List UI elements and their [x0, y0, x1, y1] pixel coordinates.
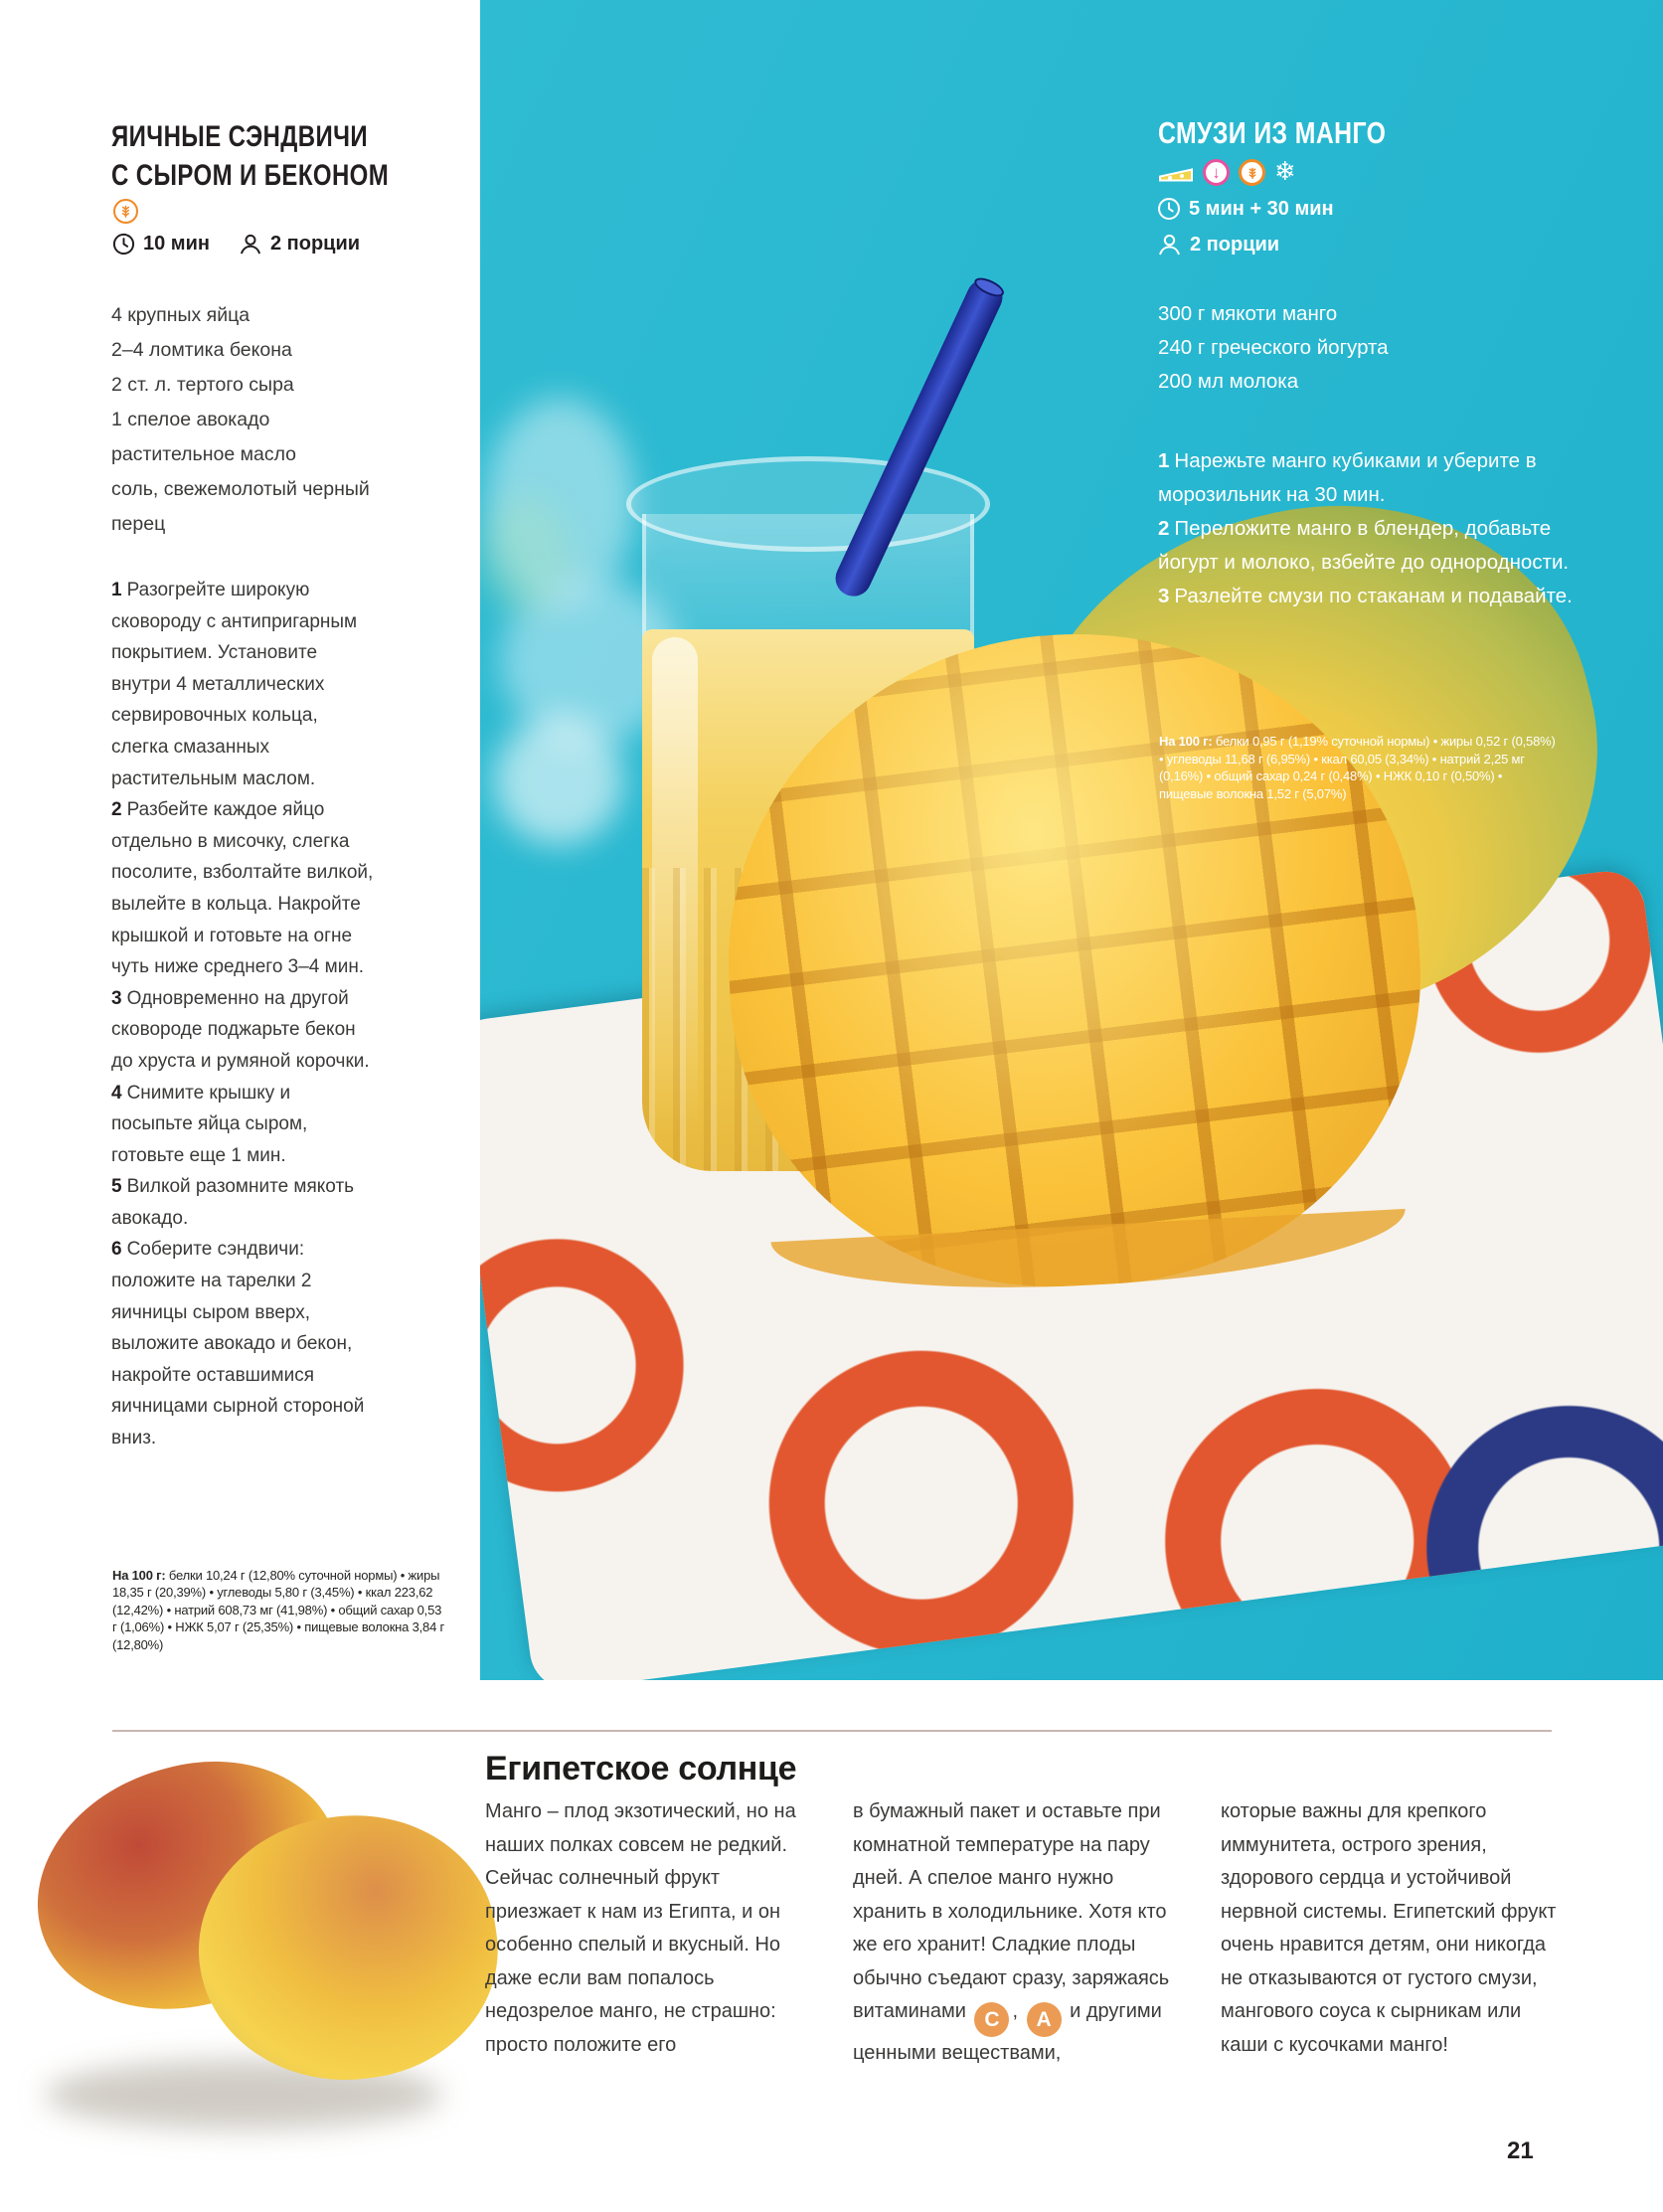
nutrition-segment: белки 0,95 г (1,19% суточной нормы) — [1215, 734, 1430, 749]
defrost-icon: ↓ — [1203, 159, 1230, 186]
recipe-left-badges — [113, 199, 138, 224]
step-text: Нарежьте манго кубиками и уберите в морозильник на 30 мин. — [1158, 449, 1537, 506]
cheese-icon — [1158, 159, 1194, 186]
nutrition-segment: • жиры 0,52 г (0,58%) — [1429, 734, 1555, 749]
ingredient-line: 240 г греческого йогурта — [1158, 336, 1389, 359]
step-text: Разогрейте широкую сковороду с антипригарным покрытием. Установите внутри 4 металлических сервировочных кольца, слегка смазанных растительным маслом. — [111, 580, 358, 789]
nutrition-segment: • жиры 18,35 г (20,39%) — [112, 1568, 439, 1600]
recipe-left-ingredients — [111, 298, 380, 542]
ingredient-line: 2 ст. л. тертого сыра — [111, 374, 294, 396]
step-number: 1 — [111, 580, 122, 600]
tray-ring-decor-blue — [1402, 1381, 1663, 1680]
recipe-step — [111, 1171, 374, 1234]
nutrition-segment: • углеводы 11,68 г (6,95%) — [1159, 752, 1310, 766]
freezer-icon: ❄ — [1274, 157, 1296, 187]
article-column-1: Манго – плод экзотический, но на наших полках совсем не редкий. Сейчас солнечный фрукт приезжает к нам из Египта, и он особенно спелый и вкусный. Но даже если вам попалось недозрелое манго, не страшно: просто положите его — [485, 1800, 796, 2056]
recipe-step — [111, 983, 374, 1078]
step-text: Разлейте смузи по стаканам и подавайте. — [1174, 585, 1573, 607]
recipe-step — [111, 1234, 374, 1453]
step-text: Соберите сэндвичи: положите на тарелки 2 яичницы сыром вверх, выложите авокадо и бекон, накройте оставшимися яичницами сырной стороной вниз. — [111, 1239, 365, 1449]
person-icon — [238, 232, 263, 256]
step-number: 3 — [111, 987, 122, 1009]
recipe-step — [1158, 512, 1587, 580]
step-number: 1 — [1158, 449, 1170, 472]
nutrition-segment: белки 10,24 г (12,80% суточной нормы) — [168, 1568, 398, 1583]
nutrition-segment: • углеводы 5,80 г (3,45%) — [206, 1585, 354, 1600]
step-text: Одновременно на другой сковороде поджарьте бекон до хруста и румяной корочки. — [111, 987, 370, 1072]
blurred-background-object — [480, 497, 570, 616]
recipe-left-servings: 2 порции — [269, 233, 361, 255]
clock-icon — [111, 232, 136, 256]
vitamin-separator: , — [1012, 2000, 1018, 2022]
ingredient-line: 4 крупных яйца — [111, 304, 250, 326]
nutrition-segment: • общий сахар 0,53 г (1,06%) — [112, 1603, 441, 1634]
smoothie-photo — [480, 0, 1663, 1680]
nutrition-segment: • пищевые волокна 3,84 г (12,80%) — [112, 1619, 444, 1651]
gluten-icon — [113, 199, 138, 224]
step-number: 6 — [111, 1239, 122, 1261]
recipe-right-time: 5 мин + 30 мин — [1189, 197, 1334, 220]
recipe-right-servings: 2 порции — [1190, 233, 1280, 255]
recipe-right-nutrition — [1159, 733, 1557, 802]
recipe-left-meta — [111, 232, 360, 256]
blurred-background-object — [494, 716, 623, 845]
ingredient-line: растительное масло — [111, 443, 297, 465]
ingredient-line: 2–4 ломтика бекона — [111, 339, 292, 361]
step-text: Снимите крышку и посыпьте яйца сыром, готовьте еще 1 мин. — [111, 1082, 308, 1166]
tray-ring-decor — [743, 1324, 1099, 1680]
step-number: 4 — [111, 1082, 122, 1104]
section-divider — [112, 1730, 1552, 1732]
step-text: Разбейте каждое яйцо отдельно в мисочку, слегка посолите, взболтайте вилкой, вылейте в кольца. Накройте крышкой и готовьте на огне чуть ниже среднего 3–4 мин. — [111, 799, 374, 978]
recipe-left-steps — [111, 575, 374, 1454]
nutrition-label: На 100 г: — [1159, 734, 1213, 749]
vitamin-c-badge: C — [974, 2002, 1009, 2037]
gluten-icon — [1239, 159, 1265, 186]
vitamin-a-badge: A — [1027, 2002, 1062, 2037]
nutrition-segment: • НЖК 0,10 г (0,50%) — [1373, 768, 1495, 783]
recipe-step — [111, 1078, 374, 1172]
tray-ring-decor — [480, 1215, 708, 1516]
nutrition-segment: • НЖК 5,07 г (25,35%) — [164, 1619, 293, 1634]
person-icon — [1156, 232, 1183, 257]
clock-icon — [1156, 196, 1182, 222]
recipe-step — [1158, 580, 1587, 613]
recipe-left-time: 10 мин — [143, 233, 210, 255]
recipe-step — [1158, 444, 1587, 512]
nutrition-segment: • общий сахар 0,24 г (0,48%) — [1203, 768, 1372, 783]
ingredient-line: 300 г мякоти манго — [1158, 302, 1338, 325]
article-title: Египетское солнце — [485, 1750, 797, 1787]
recipe-left-title — [111, 117, 458, 195]
recipe-left-nutrition — [112, 1567, 446, 1653]
ingredient-line: 200 мл молока — [1158, 370, 1299, 393]
recipe-right-servings-row — [1156, 232, 1279, 257]
article-col2-text: в бумажный пакет и оставьте при комнатной температуре на пару дней. А спелое манго нужно хранить в холодильнике. Хотя кто же его хранит! Сладкие плоды обычно съедают сразу, заряжаясь витаминами — [853, 1800, 1170, 2022]
ingredient-line: соль, свежемолотый черный перец — [111, 478, 370, 535]
page-number: 21 — [1507, 2137, 1534, 2164]
nutrition-label: На 100 г: — [112, 1568, 166, 1583]
nutrition-segment: • пищевые волокна 1,52 г (5,07%) — [1159, 768, 1502, 801]
nutrition-segment: • натрий 2,25 мг (0,16%) — [1159, 752, 1525, 784]
glass-lid — [626, 456, 990, 552]
nutrition-segment: • ккал 60,05 (3,34%) — [1310, 752, 1428, 766]
nutrition-segment: • натрий 608,73 мг (41,98%) — [163, 1603, 327, 1617]
step-number: 2 — [111, 799, 122, 821]
step-text: Переложите манго в блендер, добавьте йогурт и молоко, взбейте до однородности. — [1158, 517, 1570, 574]
article-col2-text: и другими ценными веществами, — [853, 2000, 1162, 2065]
recipe-step — [111, 794, 374, 983]
recipe-left-title-line2: С СЫРОМ И БЕКОНОМ — [111, 159, 390, 192]
recipe-left-title-line1: ЯИЧНЫЕ СЭНДВИЧИ — [111, 120, 369, 153]
article-column-3: которые важны для крепкого иммунитета, острого зрения, здорового сердца и устойчивой нервной системы. Египетский фрукт очень нравится детям, они никогда не отказываются от густого смузи, мангового соуса к сырникам или каши с кусочками манго! — [1221, 1800, 1557, 2056]
recipe-right-steps — [1158, 444, 1587, 613]
recipe-step — [111, 575, 374, 794]
step-text: Вилкой разомните мякоть авокадо. — [111, 1176, 355, 1229]
step-number: 5 — [111, 1176, 122, 1198]
recipe-right-badges — [1158, 159, 1296, 186]
recipe-right-time-row — [1156, 196, 1334, 222]
step-number: 3 — [1158, 585, 1170, 607]
ingredient-line: 1 спелое авокадо — [111, 409, 270, 430]
article-column-2 — [853, 1795, 1173, 2071]
recipe-right-ingredients — [1158, 297, 1585, 399]
nutrition-segments — [1159, 734, 1556, 801]
nutrition-segment: • ккал 223,62 (12,42%) — [112, 1585, 432, 1616]
recipe-right-title: СМУЗИ ИЗ МАНГО — [1158, 115, 1387, 150]
mango-still-life-photo — [5, 1762, 492, 2159]
step-number: 2 — [1158, 517, 1170, 540]
